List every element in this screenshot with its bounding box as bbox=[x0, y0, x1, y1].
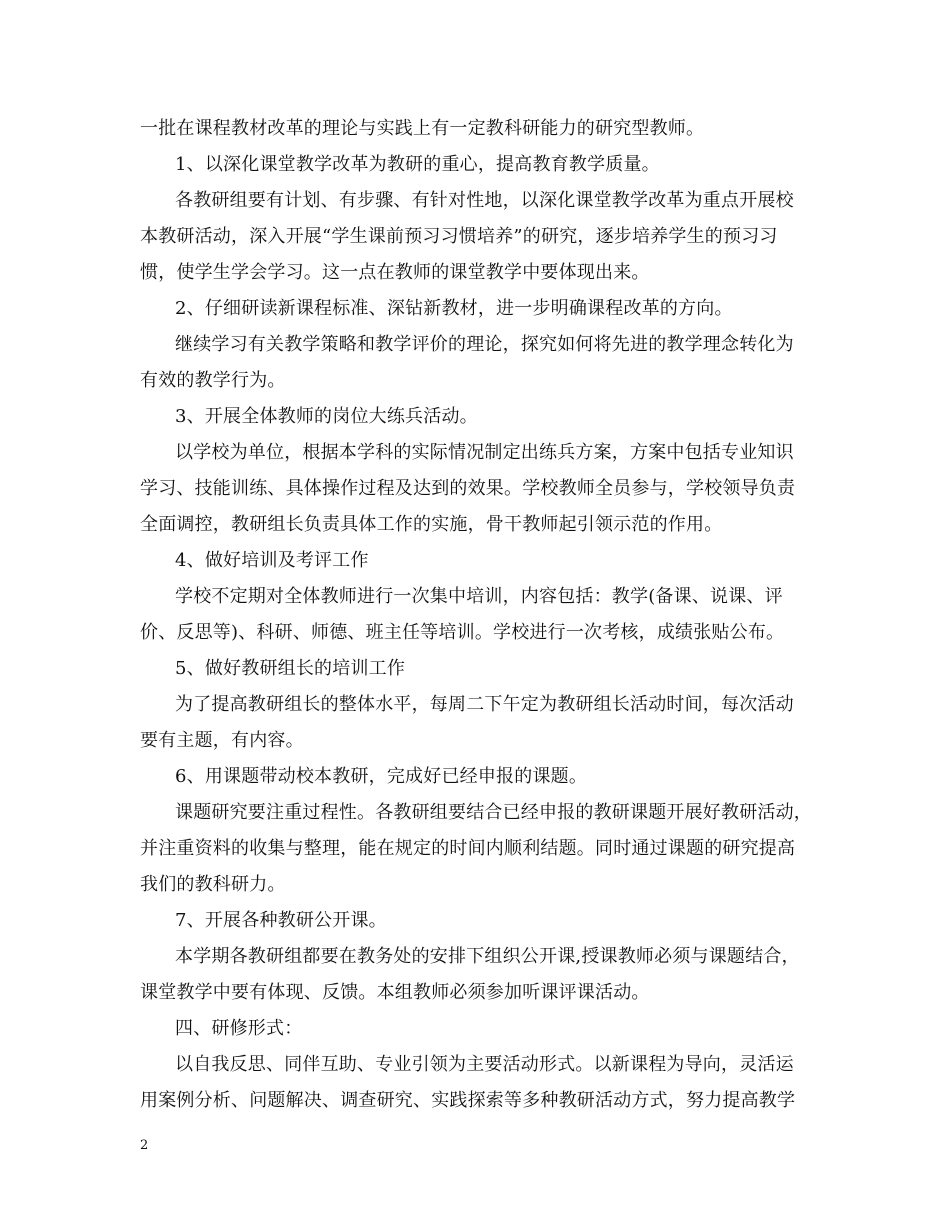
text-line: 学习、技能训练、具体操作过程及达到的效果。学校教师全员参与，学校领导负责 bbox=[140, 478, 796, 499]
text-line: 有效的教学行为。 bbox=[140, 370, 286, 391]
heading-item-2: 2、仔细研读新课程标准、深钻新教材，进一步明确课程改革的方向。 bbox=[175, 298, 733, 319]
text-line: 本教研活动，深入开展“学生课前预习习惯培养”的研究，逐步培养学生的预习习 bbox=[140, 226, 778, 247]
text-line: 惯，使学生学会学习。这一点在教师的课堂教学中要体现出来。 bbox=[140, 262, 650, 283]
text-line: 各教研组要有计划、有步骤、有针对性地，以深化课堂教学改革为重点开展校 bbox=[175, 190, 794, 211]
text-line: 课题研究要注重过程性。各教研组要结合已经申报的教研课题开展好教研活动， bbox=[175, 802, 812, 823]
text-line: 本学期各教研组都要在教务处的安排下组织公开课,授课教师必须与课题结合， bbox=[175, 946, 800, 967]
text-line: 一批在课程教材改革的理论与实践上有一定教科研能力的研究型教师。 bbox=[140, 118, 705, 139]
text-line: 我们的教科研力。 bbox=[140, 874, 286, 895]
heading-item-6: 6、用课题带动校本教研，完成好已经申报的课题。 bbox=[175, 766, 588, 787]
text-line: 学校不定期对全体教师进行一次集中培训，内容包括：教学(备课、说课、评 bbox=[175, 586, 783, 607]
heading-item-7: 7、开展各种教研公开课。 bbox=[175, 910, 387, 931]
heading-item-5: 5、做好教研组长的培训工作 bbox=[175, 658, 406, 679]
text-line: 以自我反思、同伴互助、专业引领为主要活动形式。以新课程为导向，灵活运 bbox=[175, 1054, 794, 1075]
text-line: 课堂教学中要有体现、反馈。本组教师必须参加听课评课活动。 bbox=[140, 982, 650, 1003]
heading-item-4: 4、做好培训及考评工作 bbox=[175, 550, 369, 571]
text-line: 并注重资料的收集与整理，能在规定的时间内顺利结题。同时通过课题的研究提高 bbox=[140, 838, 796, 859]
heading-item-3: 3、开展全体教师的岗位大练兵活动。 bbox=[175, 406, 478, 427]
text-line: 继续学习有关教学策略和教学评价的理论，探究如何将先进的教学理念转化为 bbox=[175, 334, 794, 355]
text-line: 用案例分析、问题解决、调查研究、实践探索等多种教研活动方式，努力提高教学 bbox=[140, 1090, 796, 1111]
text-line: 以学校为单位，根据本学科的实际情况制定出练兵方案，方案中包括专业知识 bbox=[175, 442, 794, 463]
text-line: 为了提高教研组长的整体水平，每周二下午定为教研组长活动时间，每次活动 bbox=[175, 694, 794, 715]
text-line: 全面调控，教研组长负责具体工作的实施，骨干教师起引领示范的作用。 bbox=[140, 514, 723, 535]
heading-item-1: 1、以深化课堂教学改革为教研的重心，提高教育教学质量。 bbox=[175, 154, 660, 175]
section-heading: 四、研修形式： bbox=[175, 1018, 303, 1039]
page-number: 2 bbox=[140, 1138, 149, 1153]
text-line: 要有主题，有内容。 bbox=[140, 730, 304, 751]
text-line: 价、反思等)、科研、师德、班主任等培训。学校进行一次考核，成绩张贴公布。 bbox=[140, 622, 785, 643]
